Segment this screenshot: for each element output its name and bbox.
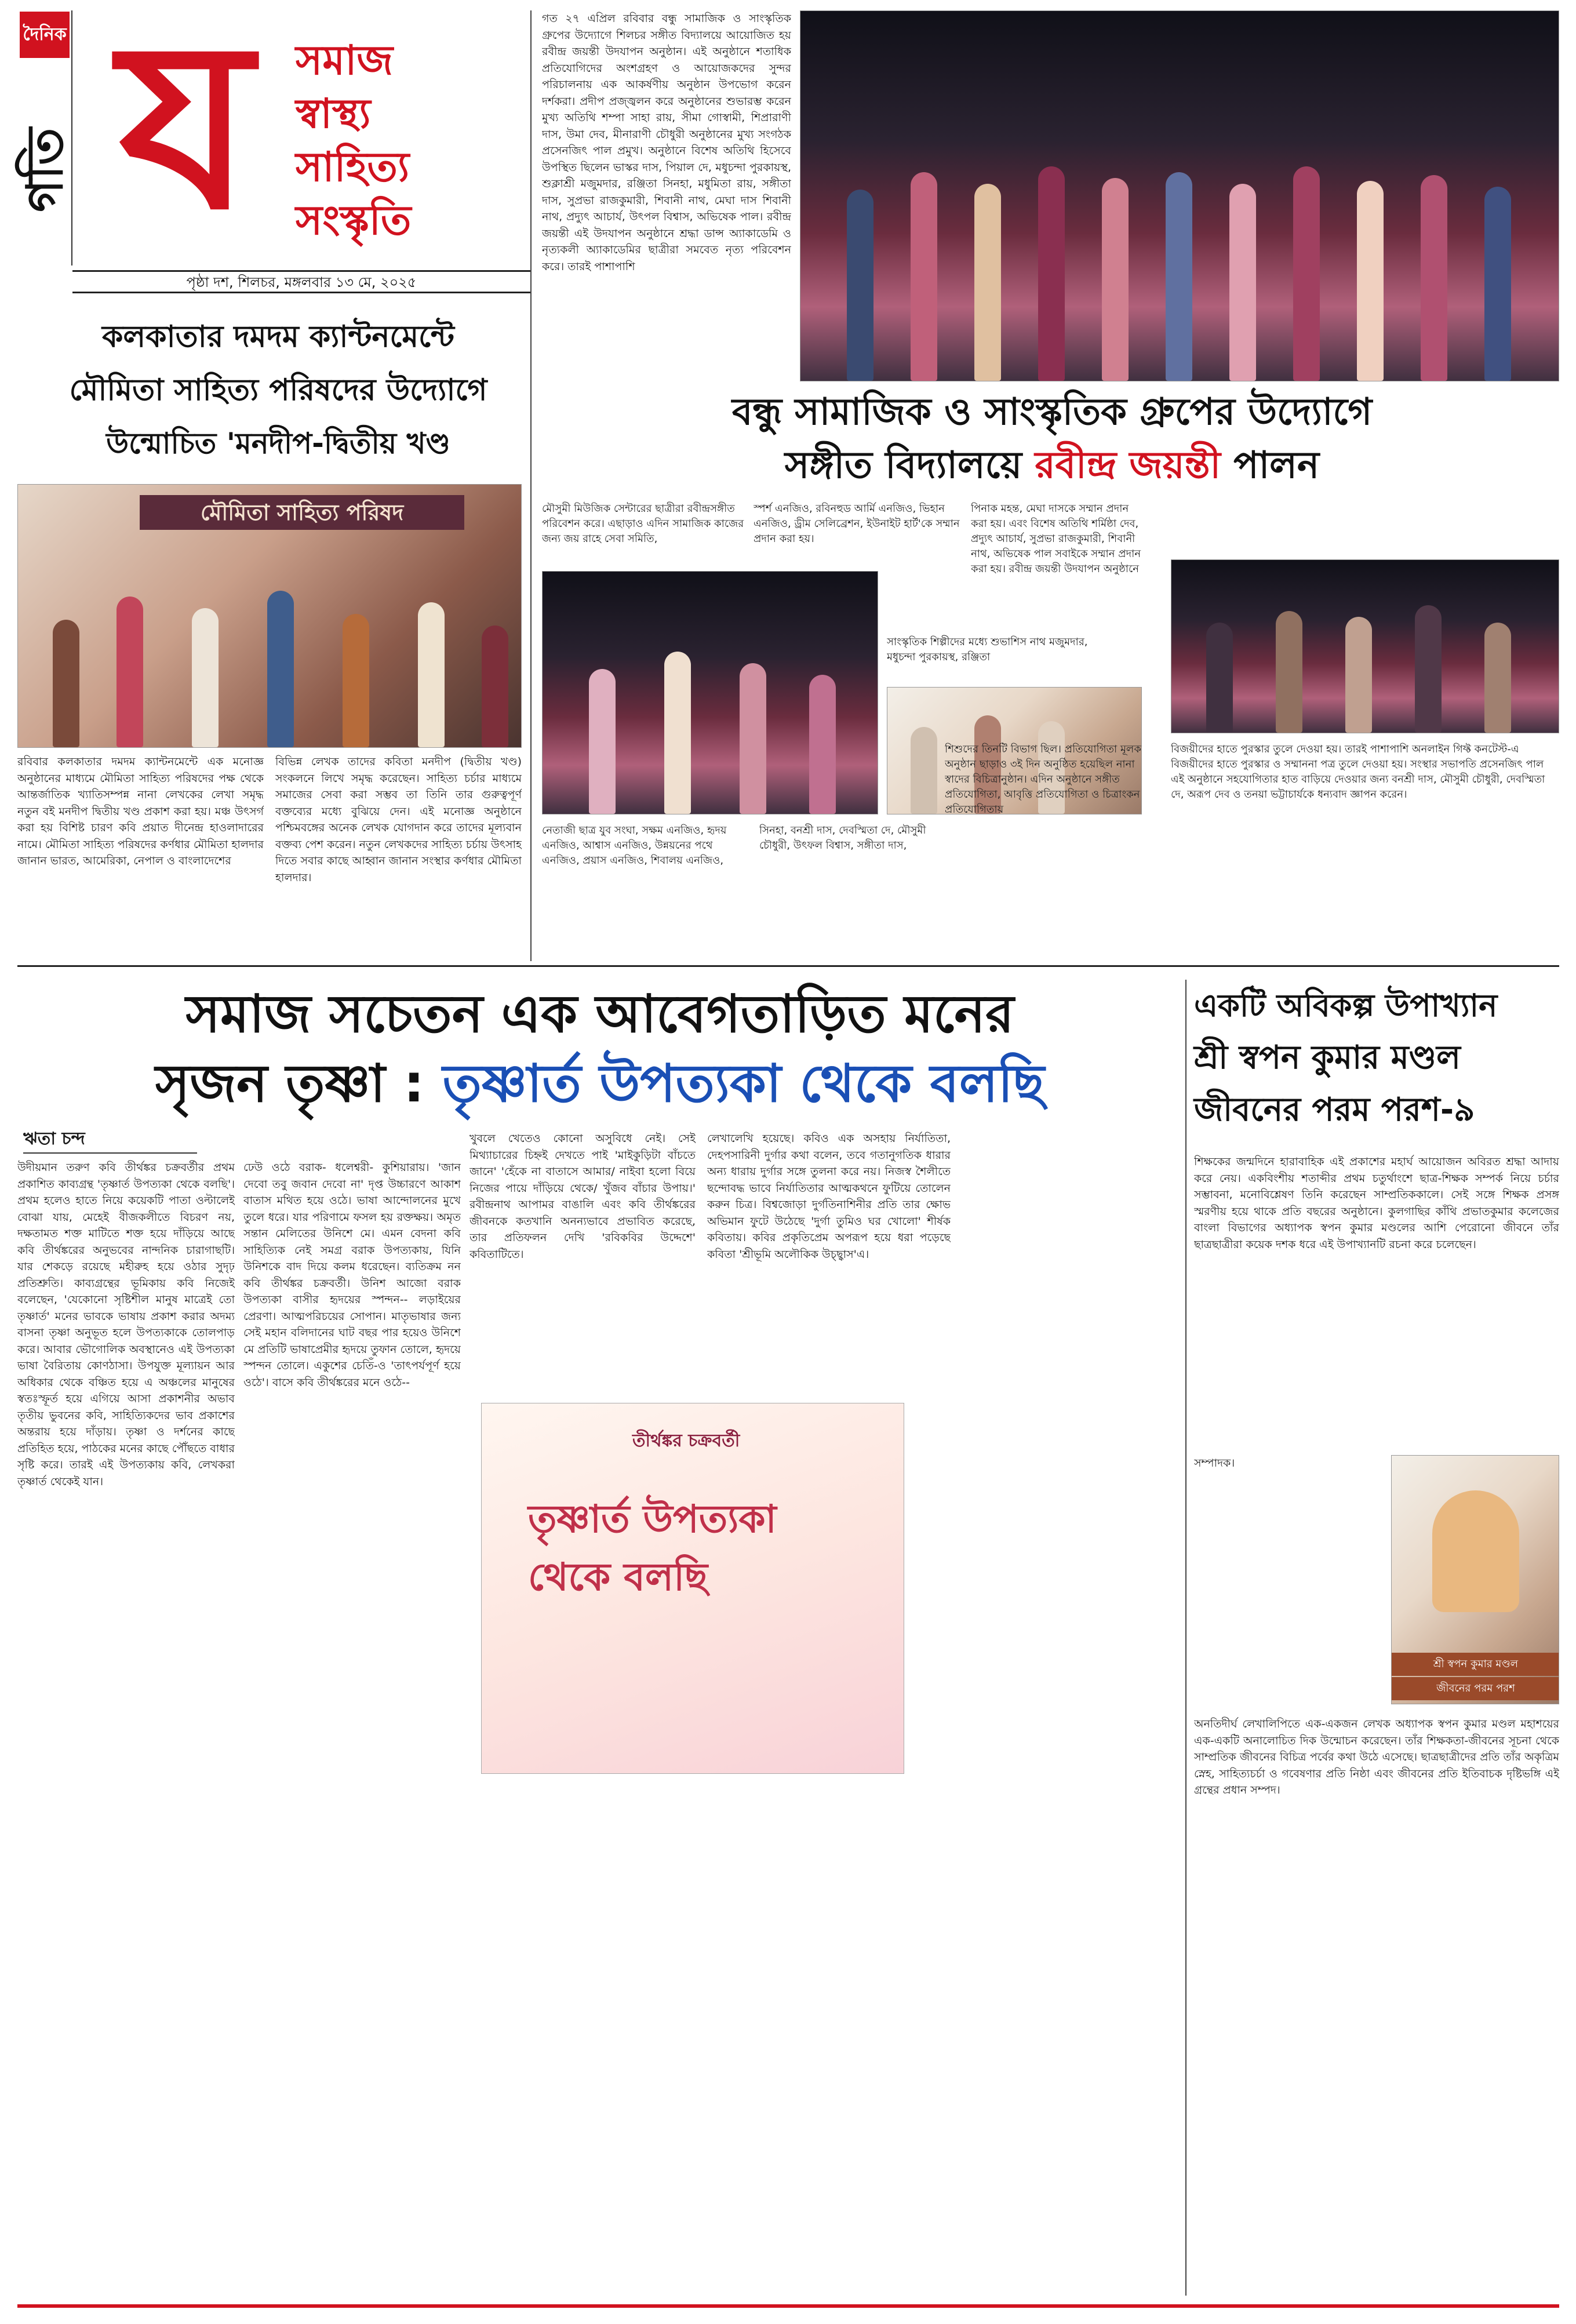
story2-body-g: বিজয়ীদের হাতে পুরস্কার তুলে দেওয়া হয়। তারই পাশাপাশি অনলাইন গিফ্ট কনটেস্ট-এ বিজয়ীদের হাতে পুরস্কার ও সম্মাননা পত্র তুলে দেওয়া হয়। সংস্থার সভাপতি প্রসেনজিৎ পাল এই অনুষ্ঠানে সহযোগিতার হাত বাড়িয়ে দেওয়ার জন্য বনশ্রী দাস, মৌসুমী চৌধুরী, দেবস্মিতা দে, অরূপ দেব ও তনয়া ভট্টাচার্যকে ধন্যবাদ জ্ঞাপন করেন। <box>1171 743 1545 801</box>
story2-main-photo <box>800 10 1559 381</box>
story3-headline-line-2-prefix: সৃজন তৃষ্ণা : <box>155 1053 425 1114</box>
story3-col-2: ঢেউ ওঠে বরাক- ধলেশ্বরী- কুশিয়ারায়। 'জান দেবো তবু জবান দেবো না' দৃপ্ত উচ্চারণে আকাশ বাতাস মথিত হয়ে ওঠে। ভাষা আন্দোলনের মুখে তুলে ধরে। যার পরিণামে ফসল হয় রক্তক্ষয়। অমৃত সন্তান মেলিতের উনিশে মে। এমন বেদনা কবি সাহিত্যিক নেই সমগ্র বরাক উপত্যকায়, যিনি উনিশকে বাদ দিয়ে কলম ধরেছেন। ব্যতিক্রম নন কবি তীর্থঙ্কর চক্রবর্তী। উনিশ আজো বরাক উপত্যকা বাসীর হৃদয়ের স্পন্দন-- লড়াইয়ের প্রেরণা। আত্মপরিচয়ের সোপান। মাতৃভাষার জন্য সেই মহান বলিদানের ঘাট বছর পার হয়েও উনিশে মে প্রতিটি ভাষাপ্রেমীর হৃদয়ে তুফান তোলে, হৃদয়ে স্পন্দন তোলে। একুশের চেতিঁ-ও 'তাৎপর্যপূর্ণ হয়ে ওঠে'। বাসে কবি তীর্থঙ্করের মনে ওঠে-- <box>243 1161 461 1389</box>
column-divider <box>530 10 532 961</box>
story2-dance-photo <box>542 571 878 814</box>
masthead-date-line: পৃষ্ঠা দশ, শিলচর, মঙ্গলবার ১৩ মে, ২০২৫ <box>72 270 530 293</box>
story3-headline-line-1: সমাজ সচেতন এক আবেগতাড়িত মনের <box>185 984 1014 1045</box>
col5-subtitle: জীবনের পরম পরশ-৯ <box>1194 1091 1475 1129</box>
story3-byline: ঋতা চন্দ <box>23 1125 197 1154</box>
section-divider <box>17 965 1559 967</box>
masthead <box>16 0 530 294</box>
book-cover-title: তৃষ্ণার্ত উপত্যকা থেকে বলছি <box>528 1497 777 1599</box>
story3-col-3: খুবলে খেতেও কোনো অসুবিধে নেই। সেই মিথ্যাচারের চিহ্নই দেখতে পাই 'মাইকুড়িটা বাঁচতে জানে' 'হেঁকে না বাতাসে আমার/ নাইবা হলো বিয়ে নিজের পায়ে দাঁড়িয়ে থেকে/ খুঁজব বাঁচার উপায়।' রবীন্দ্রনাথ আপামর বাঙালি এবং কবি তীর্থঙ্করের জীবনকে কতখানি অনন্যভাবে প্রভাবিত করেছে, তার প্রতিফলন দেখি 'রবিকবির উদ্দেশে' কবিতাটিতে। <box>469 1132 696 1261</box>
story1-body-col-2: বিভিন্ন লেখক তাদের কবিতা মনদীপ (দ্বিতীয় খণ্ড) সংকলনে লিখে সমৃদ্ধ করেছেন। সাহিত্য চর্চার মাধ্যমে সমাজের সেবা করা সম্ভব তা তিনি তার গুরুত্বপূর্ণ বক্তব্যের মধ্যে বুঝিয়ে দেন। এই মনোজ্ঞ অনুষ্ঠানে পশ্চিমবঙ্গের অনেক লেখক যোগদান করে তাদের মূল্যবান বক্তব্য পেশ করেন। নতুন লেখকদের সাহিত্য চর্চায় উৎসাহ দিতে সবার কাছে আহ্বান জানান সংস্থার কর্ণধার মৌমিতা হালদার। <box>275 755 522 884</box>
story2-musicians-photo <box>1171 559 1559 733</box>
story2-intro: গত ২৭ এপ্রিল রবিবার বন্ধু সামাজিক ও সাংস্কৃতিক গ্রুপের উদ্যোগে শিলচর সঙ্গীত বিদ্যালয়ে আয়োজিত হয় রবীন্দ্র জয়ন্তী উদযাপন অনুষ্ঠান। এই অনুষ্ঠানে শতাধিক প্রতিযোগিদের অংশগ্রহণ ও আয়োজকদের সুন্দর পরিচালনায় এক আকর্ষণীয় অনুষ্ঠান উপভোগ করেন দর্শকরা। প্রদীপ প্রজ্জ্বলন করে অনুষ্ঠানের শুভারম্ভ করেন মুখ্য অতিথি শম্পা সাহা রায়, সীমা গোস্বামী, শিপ্রারাণী দাস, উমা দেব, মীনারাণী চৌধুরী অনুষ্ঠানের মুখ্য সংগঠক প্রসেনজিৎ পাল প্রমুখ। অনুষ্ঠানে বিশেষ অতিথি হিসেবে উপস্থিত ছিলেন ভাস্কর দাস, পিয়াল দে, মধুচন্দা পুরকায়স্থ, শুক্লাশ্রী মজুমদার, রঞ্জিতা সিনহা, মধুমিতা রায়, সঙ্গীতা দাস, সুপ্রভা রাজকুমারী, শিবানী নাথ, মেঘা দাস শিবানী নাথ, প্রদ্যুৎ আচার্য, উৎপল বিশ্বাস, অভিষেক পাল। রবীন্দ্র জয়ন্তী এই উদযাপন অনুষ্ঠানে শ্রদ্ধা ডান্স অ্যাকাডেমি ও নৃত্যকলী অ্যাকাডেমির ছাত্রীরা সমবেত নৃত্য পরিবেশন করে। তারই পাশাপাশি <box>542 12 791 273</box>
masthead-big-letter: য <box>118 0 253 261</box>
story2-headline-highlight: রবীন্দ্র জয়ন্তী <box>1035 444 1221 487</box>
story2-body-e: সিনহা, বনশ্রী দাস, দেবস্মিতা দে, মৌসুমী চৌধুরী, উৎফল বিশ্বাস, সঙ্গীতা দাস, <box>759 824 926 852</box>
story1-body-col-1: রবিবার কলকাতার দমদম ক্যান্টনমেন্টে এক মনোজ্ঞ অনুষ্ঠানের মাধ্যমে মৌমিতা সাহিত্য পরিষদের পক্ষ থেকে আন্তর্জাতিক খ্যাতিসম্পন্ন নানা লেখকের লেখা সমৃদ্ধ নতুন বই মনদীপ দ্বিতীয় খণ্ড প্রকাশ করা হয়। মঞ্চ উৎসর্গ করা হয় বিশিষ্ট চারণ কবি প্রয়াত দীনেন্দ্র হাওলাদারের নামে। মৌমিতা সাহিত্য পরিষদের কর্ণধার মৌমিতা হালদার জানান ভারত, আমেরিকা, নেপাল ও বাংলাদেশের <box>17 755 264 867</box>
story2-body-f: শিশুদের তিনটি বিভাগ ছিল। প্রতিযোগিতা মূলক অনুষ্ঠান ছাড়াও ৩ই দিন অনুষ্ঠিত হয়েছিল নানা স্বাদের বিচিত্রানুষ্ঠান। এদিন অনুষ্ঠানে সঙ্গীত প্রতিযোগিতা, আবৃত্তি প্রতিযোগিতা ও চিত্রাংকন প্রতিযোগিতায় <box>945 743 1141 816</box>
col5-body-3: অনতিদীর্ঘ লেখালিপিতে এক-একজন লেখক অধ্যাপক স্বপন কুমার মণ্ডল মহাশয়ের এক-একটি অনালোচিত দিক উন্মোচন করেছেন। তাঁর শিক্ষকতা-জীবনের সূচনা থেকে সাম্প্রতিক জীবনের বিচিত্র পর্বের কথা উঠে এসেছে। ছাত্রছাত্রীদের প্রতি তাঁর অকৃত্রিম স্নেহ, সাহিত্যচর্চা ও গবেষণার প্রতি নিষ্ঠা এবং জীবনের প্রতি ইতিবাচক দৃষ্টিভঙ্গি এই গ্রন্থের প্রধান সম্পদ। <box>1194 1718 1559 1796</box>
col5-body-2: সম্পাদক। <box>1194 1457 1235 1470</box>
bottom-red-rule <box>17 2304 1559 2308</box>
story1-headline-line-3: উন্মোচিত 'মনদীপ-দ্বিতীয় খণ্ড <box>106 427 450 460</box>
story1-headline-line-1: কলকাতার দমদম ক্যান্টনমেন্টে <box>102 319 454 354</box>
story1-banner: মৌমিতা সাহিত্য পরিষদ <box>140 495 464 530</box>
col5-body: শিক্ষকের জন্মদিনে হারাবাহিক এই প্রকাশের মহার্ঘ আয়োজন অবিরত শ্রদ্ধা আদায় করে নেয়। একবিংশীয় শতাব্দীর প্রথম চতুর্থাংশে ছাত্র-শিক্ষক সম্পর্ক নিয়ে চর্চার সম্ভাবনা, মনোবিশ্লেষণ তিনি করেছেন সাম্প্রতিককালে। সেই সঙ্গে শিক্ষক প্রসঙ্গ স্মরণীয় হয়ে থাকে প্রতি বছরের অনুষ্ঠানে। কুলগাছির কাঁথি প্রভাতকুমার কলেজের বাংলা বিভাগের অধ্যাপক স্বপন কুমার মণ্ডলের আশি পেরোনো জীবনে তাঁর ছাত্রছাত্রীরা কয়েক দশক ধরে এই উপাখ্যানটি রচনা করে চলেছেন। <box>1194 1155 1559 1251</box>
story2-body-d: নেতাজী ছাত্র যুব সংঘা, সক্ষম এনজিও, হৃদয় এনজিও, আশ্বাস এনজিও, উন্নয়নের পথে এনজিও, প্রয়াস এনজিও, শিবালয় এনজিও, <box>542 824 727 867</box>
story3-headline-highlight: তৃষ্ণার্ত উপত্যকা থেকে বলছি <box>442 1053 1045 1114</box>
paper-name-badge: দৈনিক <box>20 12 70 58</box>
col5-heading: একটি অবিকল্প উপাখ্যান <box>1194 987 1498 1024</box>
col5-photo <box>1391 1455 1559 1704</box>
story2-headline-line-2-prefix: সঙ্গীত বিদ্যালয়ে <box>784 444 1022 487</box>
tagline-word-1: সমাজ <box>296 37 394 84</box>
story2-body-a: মৌসুমী মিউজিক সেন্টারের ছাত্রীরা রবীন্দ্রসঙ্গীত পরিবেশন করে। এছাড়াও এদিন সামাজিক কাজের জন্য জয় রাহে সেবা সমিতি, <box>542 503 744 545</box>
brand-side-title: গতি <box>16 128 74 212</box>
story3-headline <box>17 980 1182 1119</box>
story1-photo <box>17 484 522 748</box>
col5-photo-caption-1: শ্রী স্বপন কুমার মণ্ডল <box>1392 1653 1559 1676</box>
story2-body-b: স্পর্শ এনজিও, রবিনহুড আর্মি এনজিও, ভিহান এনজিও, ড্রীম সেলিব্রেশন, ইউনাইট হার্ট'কে সম্মান প্রদান করা হয়। <box>754 503 960 545</box>
col5-photo-caption-2: জীবনের পরম পরশ <box>1392 1677 1559 1700</box>
masthead-tagline <box>296 34 527 254</box>
story1-headline-line-2: মৌমিতা সাহিত্য পরিষদের উদ্যোগে <box>69 373 487 408</box>
story2-body-c: পিনাক মহন্ত, মেঘা দাসকে সম্মান প্রদান করা হয়। এবং বিশেষ অতিথি শর্মিষ্ঠা দেব, প্রদ্যুৎ আচার্য, সুপ্রভা রাজকুমারী, শিবানী নাথ, অভিষেক পাল সবাইকে সম্মান প্রদান করা হয়। রবীন্দ্র জয়ন্তী উদযাপন অনুষ্ঠানে <box>971 503 1141 575</box>
story2-headline-line-1: বন্ধু সামাজিক ও সাংস্কৃতিক গ্রুপের উদ্যোগে <box>731 391 1373 434</box>
story3-col-1: উদীয়মান তরুণ কবি তীর্থঙ্কর চক্রবর্তীর প্রথম প্রকাশিত কাব্যগ্রন্থ 'তৃষ্ণার্ত উপত্যকা থেকে বলছি'। প্রথম হলেও হাতে নিয়ে কয়েকটি পাতা ওল্টালেই বোঝা যায়, মেহেই বীজকলীতে বিচরণ নয়, দক্ষতামত শক্ত মাটিতে শক্ত হয়ে দাঁড়িয়ে আছে কবি তীর্থঙ্করের অনুভবের নান্দনিক চারাগাছটি। যার শেকড়ে রয়েছে মহীরুহ হয়ে ওঠার সুদৃঢ় প্রতিশ্রুতি। কাব্যগ্রন্থের ভূমিকায় কবি নিজেই বলেছেন, 'যেকোনো সৃষ্টিশীল মানুষ মাত্রেই তো তৃষ্ণার্ত' মনের ভাবকে ভাষায় প্রকাশ করার অদম্য বাসনা তৃষ্ণা অনুভূত হলে উপত্যকাকে তোলপাড় করে। আবার ভৌগোলিক অবস্থানেও এই উপত্যকা ভাষা বৈরিতায় কোণঠাসা। উপযুক্ত মূল্যায়ন আর অধিকার থেকে বঞ্চিত হয়ে এ অঞ্চলের মানুষের স্বতঃস্ফূর্ত হয়ে এগিয়ে আসা প্রকাশনীর অভাব তৃতীয় ভুবনের কবি, সাহিত্যিকদের ভাব প্রকাশের অন্তরায় হয়ে দাঁড়ায়। তৃষ্ণা ও দর্শনের কাছে প্রতিহিত হয়ে, পাঠকের মনের কাছে পৌঁছতে বাধার সৃষ্টি করে। তারই এই উপত্যকায় কবি, লেখকরা তৃষ্ণার্ত থেকেই যান। <box>17 1161 235 1488</box>
story3-col-4: লেখালেখি হয়েছে। কবিও এক অসহায় নির্যাতিতা, দেহপসারিনী দুর্গার কথা বলেন, তবে গতানুগতিক ধারার অন্য ধারায় দুর্গার সঙ্গে তুলনা করে নয়। নিজস্ব শৈলীতে ছন্দোবদ্ধ ভাবে নির্যাতিতার আত্মকথনে ফুটিয়ে তোলেন করুন চিত্র। বিশ্বজোড়া দুর্গতিনাশিনীর প্রতি তার ক্ষোভ অভিমান ফুটে উঠেছে 'দুর্গা তুমিও ঘর খোলো' শীর্ষক কবিতায়। কবির প্রকৃতিপ্রেম অপরূপ হয়ে ধরা পড়েছে কবিতা 'শ্রীভূমি অলৌকিক উচ্ছ্বাস'এ। <box>707 1132 951 1261</box>
story3-headline-line-2 <box>17 1049 1182 1119</box>
book-cover-author: তীর্থঙ্কর চক্রবর্তী <box>632 1431 740 1451</box>
story2-caption-singers: সাংস্কৃতিক শিল্পীদের মধ্যে শুভাশিস নাথ মজুমদার, মধুচন্দা পুরকায়স্থ, রঞ্জিতা <box>887 636 1088 663</box>
tagline-word-3: সাহিত্য <box>296 143 410 191</box>
tagline-word-2: স্বাস্থ্য <box>296 90 371 137</box>
story2-headline <box>539 385 1565 496</box>
col5-title: শ্রী স্বপন কুমার মণ্ডল <box>1194 1039 1461 1076</box>
story1-headline <box>35 310 522 484</box>
story2-headline-line-2 <box>539 439 1565 492</box>
tagline-word-4: সংস্কৃতি <box>296 197 412 244</box>
col5-header <box>1194 980 1559 1142</box>
story2-headline-line-2-suffix: পালন <box>1233 444 1320 487</box>
column-divider-2 <box>1185 980 1186 2296</box>
masthead-brand-block <box>17 10 72 266</box>
